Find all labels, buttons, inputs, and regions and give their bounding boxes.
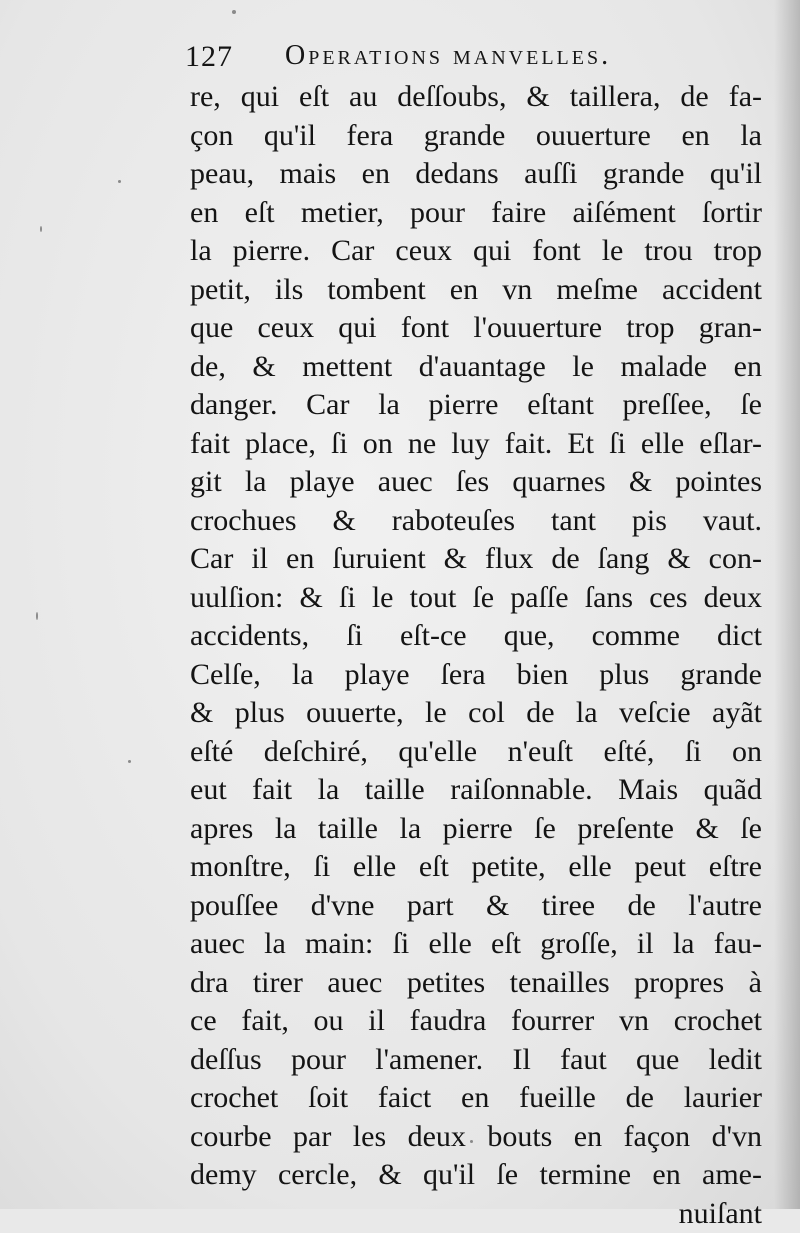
body-text <box>190 78 762 1233</box>
text-line: re, qui eſt au deſſoubs, & taillera, de fa- <box>190 78 762 117</box>
text-line: deſſus pour l'amener. Il faut que ledit <box>190 1041 762 1080</box>
text-line: dra tirer auec petites tenailles propres à <box>190 964 762 1003</box>
text-line: de, & mettent d'auantage le malade en <box>190 348 762 387</box>
text-line: ce fait, ou il faudra fourrer vn crochet <box>190 1002 762 1041</box>
text-line: & plus ouuerte, le col de la veſcie ayãt <box>190 694 762 733</box>
page-edge-shadow <box>774 0 800 1209</box>
text-line: auec la main: ſi elle eſt groſſe, il la fau- <box>190 925 762 964</box>
running-header <box>185 34 765 80</box>
page-number: 127 <box>185 40 233 74</box>
text-line: Car il en ſuruient & flux de ſang & con- <box>190 540 762 579</box>
text-line: pouſſee d'vne part & tiree de l'autre <box>190 887 762 926</box>
text-line: danger. Car la pierre eſtant preſſee, ſe <box>190 386 762 425</box>
text-line: la pierre. Car ceux qui font le trou trop <box>190 232 762 271</box>
text-line: monſtre, ſi elle eſt petite, elle peut eſtre <box>190 848 762 887</box>
text-line: accidents, ſi eſt-ce que, comme dict <box>190 617 762 656</box>
text-line: git la playe auec ſes quarnes & pointes <box>190 463 762 502</box>
text-line: uulſion: & ſi le tout ſe paſſe ſans ces deux <box>190 579 762 618</box>
text-line: que ceux qui font l'ouuerture trop gran- <box>190 309 762 348</box>
text-line: crochues & raboteuſes tant pis vaut. <box>190 502 762 541</box>
text-line: peau, mais en dedans auſſi grande qu'il <box>190 155 762 194</box>
text-line: petit, ils tombent en vn meſme accident <box>190 271 762 310</box>
running-title: Operations manvelles. <box>285 40 611 72</box>
text-line: courbe par les deux bouts en façon d'vn <box>190 1118 762 1157</box>
text-line: eſté deſchiré, qu'elle n'euſt eſté, ſi on <box>190 733 762 772</box>
text-line: fait place, ſi on ne luy fait. Et ſi elle eſlar- <box>190 425 762 464</box>
text-line: crochet ſoit faict en fueille de laurier <box>190 1079 762 1118</box>
text-line: çon qu'il fera grande ouuerture en la <box>190 117 762 156</box>
text-line: Celſe, la playe ſera bien plus grande <box>190 656 762 695</box>
text-line: eut fait la taille raiſonnable. Mais quãd <box>190 771 762 810</box>
text-line: demy cercle, & qu'il ſe termine en ame- <box>190 1156 762 1195</box>
catchword-line: nuiſant <box>190 1195 762 1233</box>
text-line: apres la taille la pierre ſe preſente & ſe <box>190 810 762 849</box>
text-line: en eſt metier, pour faire aiſément ſortir <box>190 194 762 233</box>
